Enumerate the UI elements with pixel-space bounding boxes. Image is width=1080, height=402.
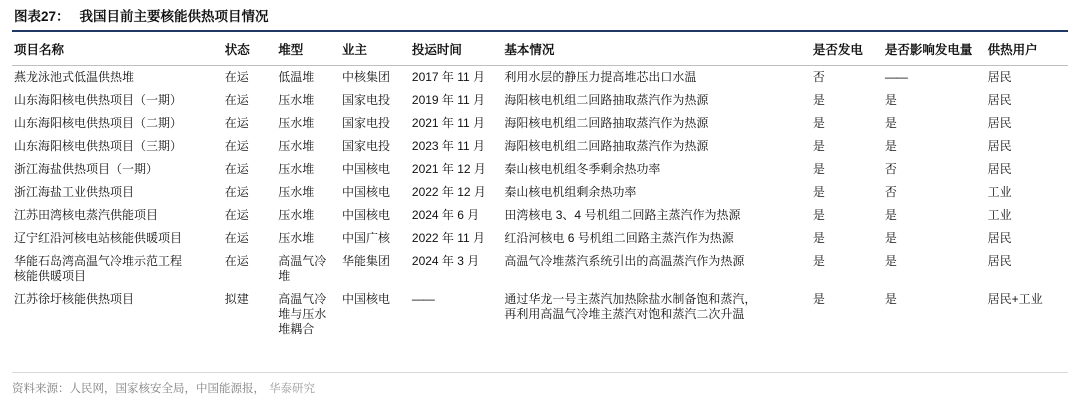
- cell-reactor-type: 压水堆: [278, 116, 315, 130]
- cell-status: 在运: [224, 231, 249, 245]
- cell-description: 秦山核电机组剩余热功率: [504, 185, 637, 199]
- cell-commission-date: 2022 年 12 月: [411, 185, 486, 199]
- cell-description: 田湾核电 3、4 号机组二回路主蒸汽作为热源: [504, 208, 741, 222]
- cell-project-name: 山东海阳核电供热项目（三期）: [14, 139, 183, 153]
- cell-owner: 中国核电: [341, 162, 390, 176]
- cell-status: 在运: [224, 162, 249, 176]
- cell-heat-user: 居民: [987, 162, 1012, 176]
- cell-project-name: 浙江海盐供热项目（一期）: [14, 162, 159, 176]
- cell-heat-user: 居民: [987, 70, 1012, 84]
- cell-commission-date: 2024 年 3 月: [411, 254, 480, 268]
- cell-commission-date: 2022 年 11 月: [411, 231, 486, 245]
- column-header-owner: 业主: [340, 32, 410, 66]
- cell-generates-power: 是: [812, 139, 825, 153]
- cell-generates-power: 是: [812, 116, 825, 130]
- cell-affects-output: 否: [884, 185, 897, 199]
- cell-reactor-type: 高温气冷 堆: [278, 254, 327, 283]
- cell-description: 秦山核电机组冬季剩余热功率: [504, 162, 661, 176]
- cell-owner: 国家电投: [341, 116, 390, 130]
- table-row: [12, 227, 1068, 250]
- cell-project-name: 山东海阳核电供热项目（二期）: [14, 116, 183, 130]
- source-text: 资料来源：人民网，国家核安全局，中国能源报，: [12, 383, 265, 395]
- cell-generates-power: 是: [812, 162, 825, 176]
- cell-status: 在运: [224, 139, 249, 153]
- cell-status: 在运: [224, 208, 249, 222]
- cell-status: 拟建: [224, 292, 249, 306]
- cell-commission-date: 2019 年 11 月: [411, 93, 486, 107]
- cell-project-name: 华能石岛湾高温气冷堆示范工程 核能供暖项目: [14, 254, 183, 283]
- cell-status: 在运: [224, 254, 249, 268]
- cell-generates-power: 是: [812, 208, 825, 222]
- column-header-generates-power: 是否发电: [811, 32, 883, 66]
- cell-owner: 中国核电: [341, 185, 390, 199]
- table-row: [12, 158, 1068, 181]
- cell-description: 海阳核电机组二回路抽取蒸汽作为热源: [504, 93, 709, 107]
- column-header-commission-date: 投运时间: [410, 32, 503, 66]
- cell-status: 在运: [224, 185, 249, 199]
- table-row: [12, 135, 1068, 158]
- column-header-status: 状态: [223, 32, 276, 66]
- nuclear-heating-projects-table: [12, 32, 1068, 341]
- figure-header: [12, 0, 1068, 32]
- table-row: [12, 66, 1068, 90]
- cell-owner: 中国核电: [341, 208, 390, 222]
- table-row: [12, 89, 1068, 112]
- cell-description: 海阳核电机组二回路抽取蒸汽作为热源: [504, 116, 709, 130]
- source-brand: 华泰研究: [269, 383, 315, 395]
- cell-owner: 中核集团: [341, 70, 390, 84]
- cell-reactor-type: 压水堆: [278, 93, 315, 107]
- cell-owner: 中国核电: [341, 292, 390, 306]
- cell-description: 海阳核电机组二回路抽取蒸汽作为热源: [504, 139, 709, 153]
- column-header-description: 基本情况: [502, 32, 810, 66]
- cell-project-name: 浙江海盐工业供热项目: [14, 185, 135, 199]
- cell-generates-power: 是: [812, 231, 825, 245]
- cell-project-name: 燕龙泳池式低温供热堆: [14, 70, 135, 84]
- column-header-heat-user: 供热用户: [986, 32, 1068, 66]
- table-header-row: [12, 32, 1068, 66]
- cell-heat-user: 居民: [987, 231, 1012, 245]
- cell-generates-power: 是: [812, 292, 825, 306]
- cell-reactor-type: 压水堆: [278, 208, 315, 222]
- cell-generates-power: 是: [812, 93, 825, 107]
- cell-description: 利用水层的静压力提高堆芯出口水温: [504, 70, 697, 84]
- table-row: [12, 204, 1068, 227]
- table-row: [12, 250, 1068, 288]
- cell-project-name: 江苏田湾核电蒸汽供能项目: [14, 208, 159, 222]
- column-header-affects-output: 是否影响发电量: [883, 32, 986, 66]
- cell-owner: 中国广核: [341, 231, 390, 245]
- cell-owner: 国家电投: [341, 139, 390, 153]
- cell-heat-user: 居民+工业: [987, 292, 1043, 306]
- cell-reactor-type: 压水堆: [278, 185, 315, 199]
- cell-reactor-type: 压水堆: [278, 162, 315, 176]
- cell-heat-user: 居民: [987, 93, 1012, 107]
- cell-affects-output: 是: [884, 254, 897, 268]
- cell-heat-user: 居民: [987, 254, 1012, 268]
- cell-reactor-type: 高温气冷 堆与压水 堆耦合: [278, 292, 327, 336]
- column-header-project-name: 项目名称: [12, 32, 223, 66]
- cell-affects-output: 是: [884, 292, 897, 306]
- cell-affects-output: ——: [884, 70, 907, 84]
- cell-commission-date: 2021 年 11 月: [411, 116, 486, 130]
- cell-commission-date: 2023 年 11 月: [411, 139, 486, 153]
- cell-project-name: 山东海阳核电供热项目（一期）: [14, 93, 183, 107]
- cell-affects-output: 是: [884, 116, 897, 130]
- cell-heat-user: 工业: [987, 208, 1012, 222]
- cell-status: 在运: [224, 116, 249, 130]
- cell-affects-output: 是: [884, 139, 897, 153]
- cell-status: 在运: [224, 70, 249, 84]
- cell-affects-output: 是: [884, 208, 897, 222]
- page-title: 我国目前主要核能供热项目情况: [79, 9, 269, 24]
- cell-commission-date: 2017 年 11 月: [411, 70, 486, 84]
- cell-affects-output: 否: [884, 162, 897, 176]
- cell-project-name: 江苏徐圩核能供热项目: [14, 292, 135, 306]
- cell-description: 通过华龙一号主蒸汽加热除盐水制备饱和蒸汽， 再利用高温气冷堆主蒸汽对饱和蒸汽二次升温: [504, 292, 757, 321]
- cell-status: 在运: [224, 93, 249, 107]
- cell-commission-date: 2024 年 6 月: [411, 208, 480, 222]
- cell-description: 红沿河核电 6 号机组二回路主蒸汽作为热源: [504, 231, 734, 245]
- cell-description: 高温气冷堆蒸汽系统引出的高温蒸汽作为热源: [504, 254, 745, 268]
- source-footer: [12, 372, 1068, 396]
- column-header-reactor-type: 堆型: [276, 32, 340, 66]
- cell-reactor-type: 压水堆: [278, 231, 315, 245]
- cell-generates-power: 否: [812, 70, 825, 84]
- table-row: [12, 112, 1068, 135]
- cell-heat-user: 居民: [987, 139, 1012, 153]
- cell-commission-date: 2021 年 12 月: [411, 162, 486, 176]
- cell-generates-power: 是: [812, 254, 825, 268]
- figure-label: 图表27：: [14, 9, 70, 24]
- cell-affects-output: 是: [884, 93, 897, 107]
- table-row: [12, 181, 1068, 204]
- cell-project-name: 辽宁红沿河核电站核能供暖项目: [14, 231, 183, 245]
- cell-affects-output: 是: [884, 231, 897, 245]
- cell-generates-power: 是: [812, 185, 825, 199]
- cell-heat-user: 工业: [987, 185, 1012, 199]
- cell-heat-user: 居民: [987, 116, 1012, 130]
- cell-reactor-type: 低温堆: [278, 70, 315, 84]
- cell-reactor-type: 压水堆: [278, 139, 315, 153]
- cell-owner: 华能集团: [341, 254, 390, 268]
- table-row: [12, 288, 1068, 341]
- cell-owner: 国家电投: [341, 93, 390, 107]
- cell-commission-date: ——: [411, 292, 434, 306]
